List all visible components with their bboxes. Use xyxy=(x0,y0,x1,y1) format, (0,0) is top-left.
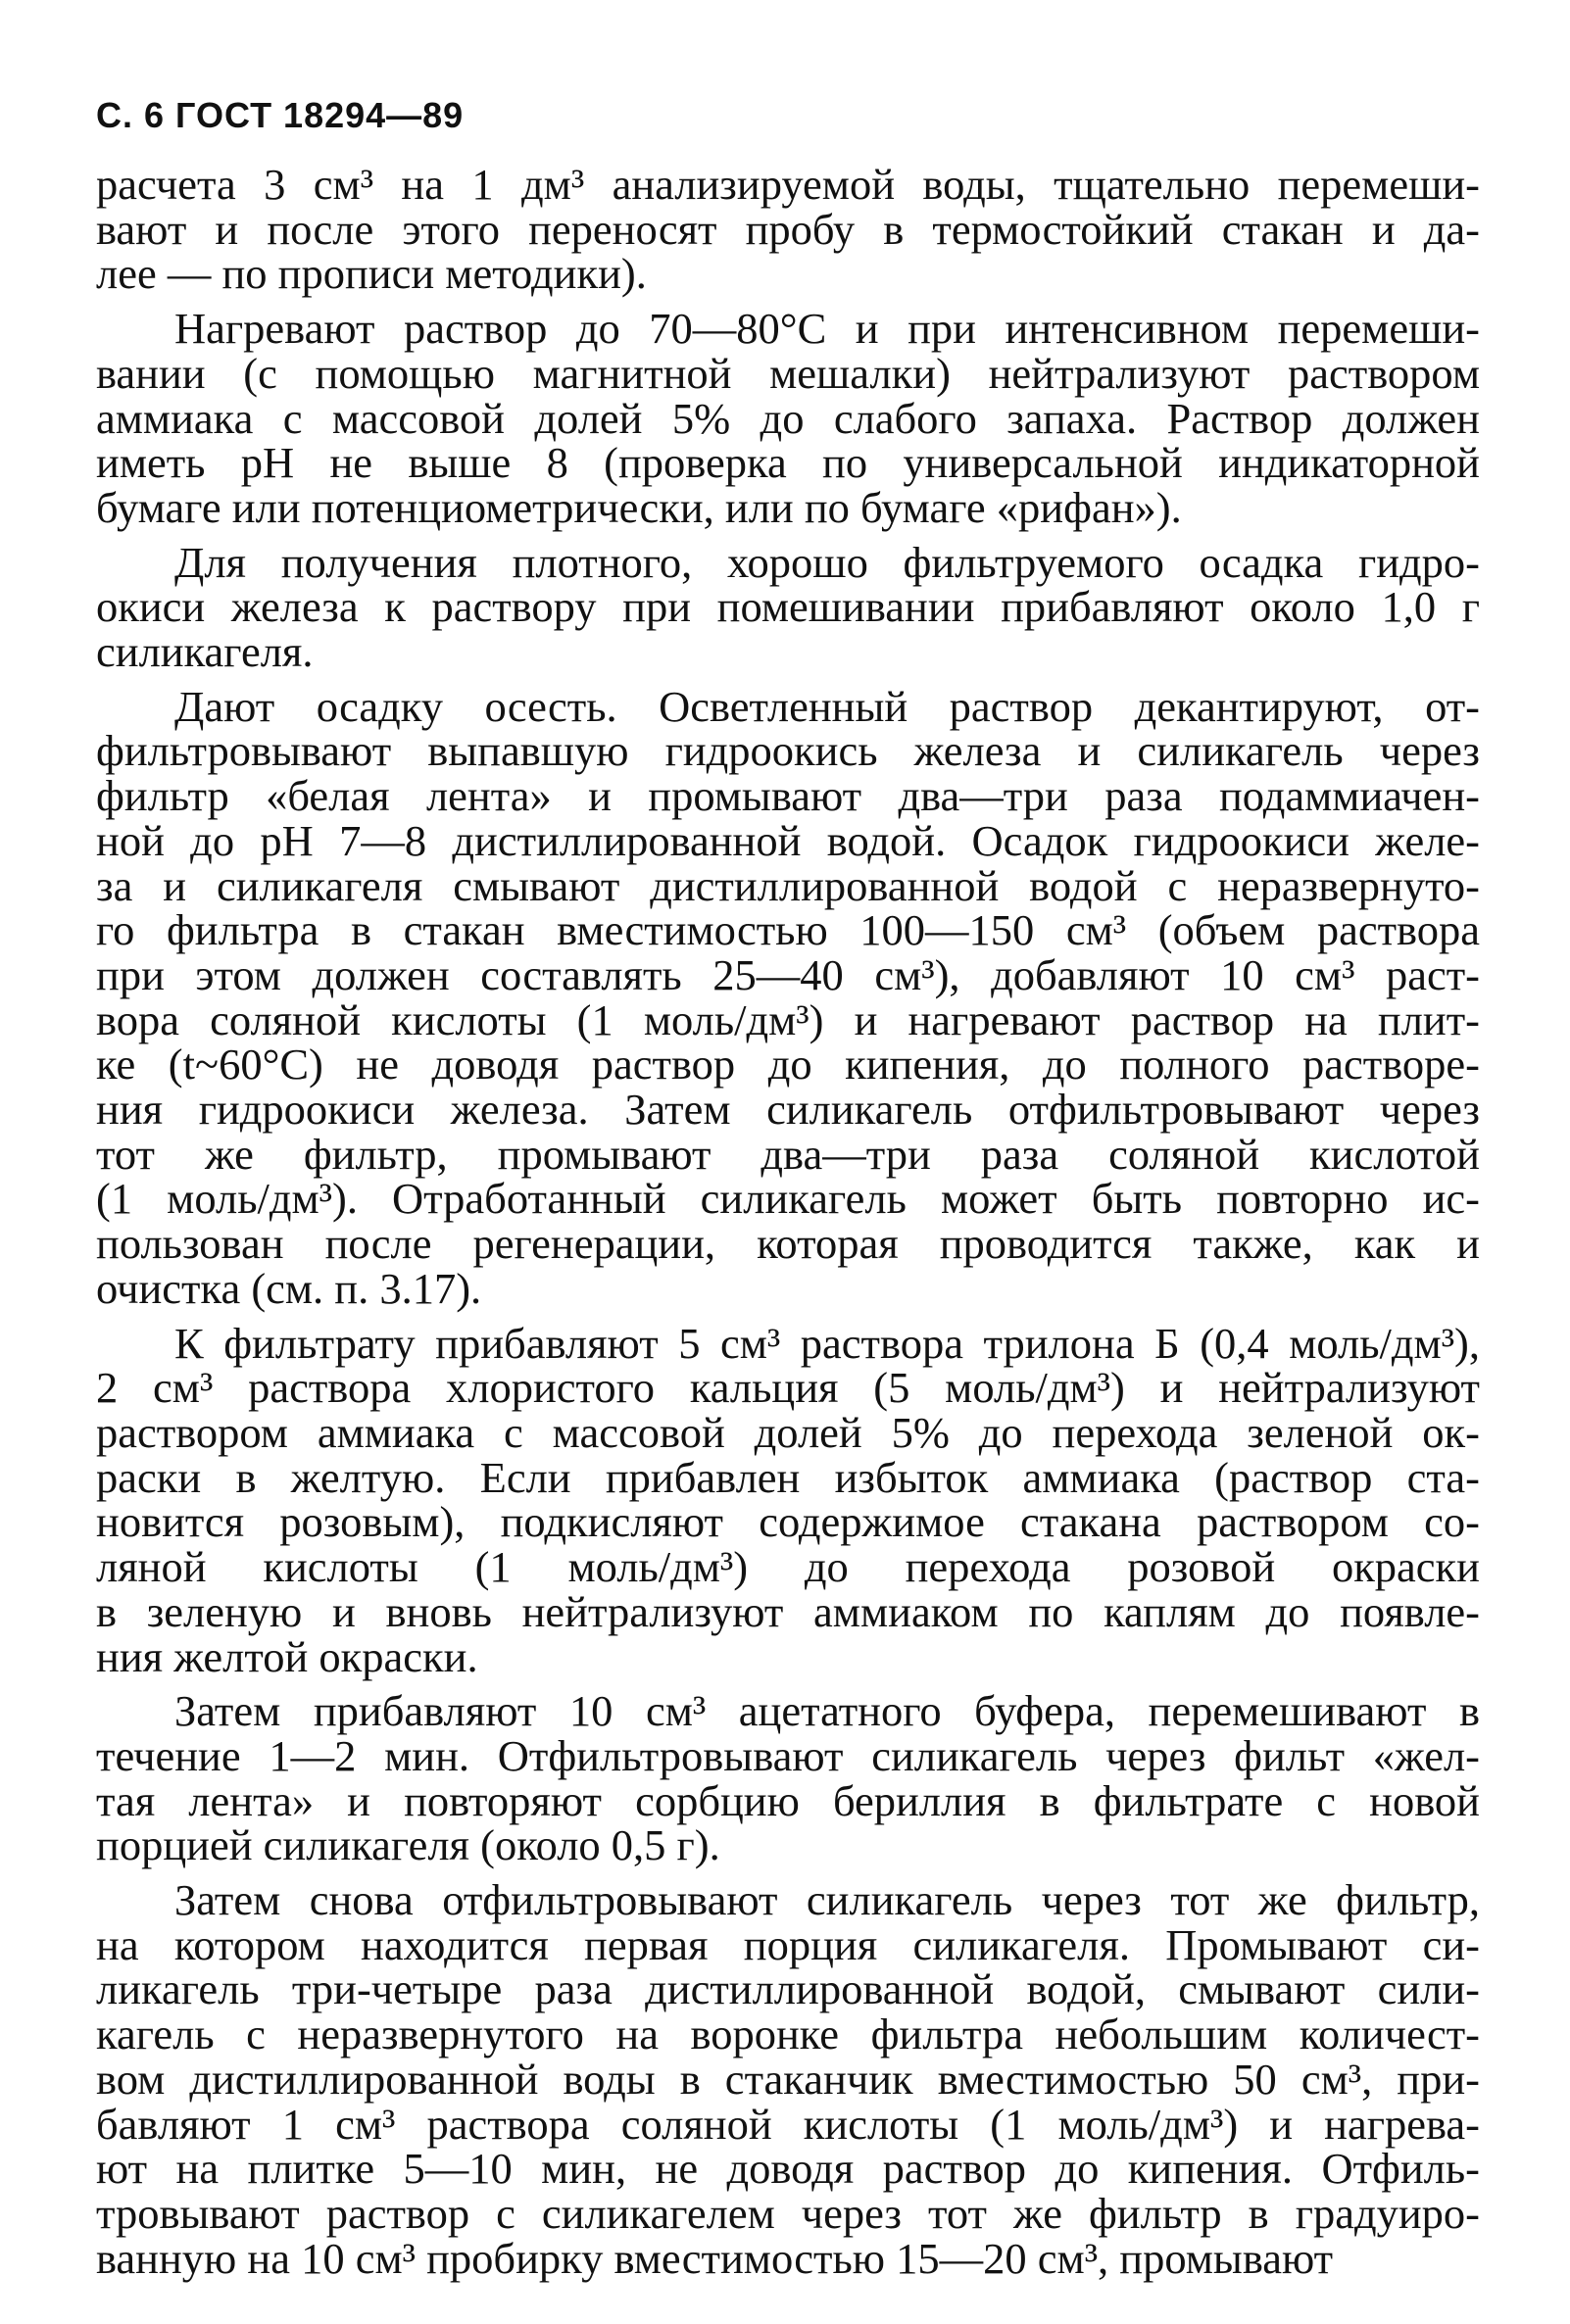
paragraph xyxy=(96,681,1480,1313)
text-line: иметь pH не выше 8 (проверка по универсальной индикаторной xyxy=(96,438,1480,488)
text-line: Затем снова отфильтровывают силикагель через тот же фильтр, xyxy=(174,1875,1480,1925)
text-line: течение 1—2 мин. Отфильтровывают силикагель через фильт «жел- xyxy=(96,1730,1480,1780)
text-line: бумаге или потенциометрически, или по бумаге «рифан»). xyxy=(96,482,1182,532)
text-line: ют на плитке 5—10 мин, не доводя раствор до кипения. Отфиль- xyxy=(96,2144,1480,2194)
paragraph xyxy=(96,304,1480,532)
text-line: вора соляной кислоты (1 моль/дм³) и нагревают раствор на плит- xyxy=(96,994,1480,1044)
text-line: ке (t~60°С) не доводя раствор до кипения, до полного растворе- xyxy=(96,1040,1480,1089)
text-line: в зеленую и вновь нейтрализуют аммиаком по каплям до появле- xyxy=(96,1586,1480,1636)
text-line: ванную на 10 см³ пробирку вместимостью 15—20 см³, промывают xyxy=(96,2233,1334,2283)
text-line: порцией силикагеля (около 0,5 г). xyxy=(96,1820,720,1870)
text-line: Дают осадку осесть. Осветленный раствор декантируют, от- xyxy=(174,681,1480,731)
text-line: Затем прибавляют 10 см³ ацетатного буфера, перемешивают в xyxy=(174,1686,1480,1736)
text-line: на котором находится первая порция силикагеля. Промывают си- xyxy=(96,1919,1480,1969)
body-text xyxy=(96,160,1480,2283)
text-line: расчета 3 см³ на 1 дм³ анализируемой воды, тщательно перемеши- xyxy=(96,160,1480,209)
text-line: лее — по прописи методики). xyxy=(96,249,647,299)
text-line: тот же фильтр, промывают два—три раза соляной кислотой xyxy=(96,1129,1480,1179)
text-line: вом дистиллированной воды в стаканчик вместимостью 50 см³, при- xyxy=(96,2054,1480,2104)
text-line: К фильтрату прибавляют 5 см³ раствора трилона Б (0,4 моль/дм³), xyxy=(174,1318,1480,1368)
text-line: Нагревают раствор до 70—80°С и при интенсивном перемеши- xyxy=(174,304,1480,354)
text-line: фильтровывают выпавшую гидроокись железа и силикагель через xyxy=(96,726,1480,776)
text-line: вании (с помощью магнитной мешалки) нейтрализуют раствором xyxy=(96,348,1480,398)
text-line: (1 моль/дм³). Отработанный силикагель может быть повторно ис- xyxy=(96,1174,1480,1224)
text-line: при этом должен составлять 25—40 см³), добавляют 10 см³ раст- xyxy=(96,949,1480,999)
text-line: тровывают раствор с силикагелем через тот же фильтр в градуиро- xyxy=(96,2188,1480,2238)
text-line: силикагеля. xyxy=(96,627,314,677)
paragraph xyxy=(96,1875,1480,2283)
text-line: раствором аммиака с массовой долей 5% до перехода зеленой ок- xyxy=(96,1407,1480,1457)
text-line: тая лента» и повторяют сорбцию бериллия в фильтрате с новой xyxy=(96,1775,1480,1825)
text-line: новится розовым), подкисляют содержимое стакана раствором со- xyxy=(96,1497,1480,1547)
text-line: го фильтра в стакан вместимостью 100—150 см³ (объем раствора xyxy=(96,905,1480,955)
text-line: ляной кислоты (1 моль/дм³) до перехода розовой окраски xyxy=(96,1542,1480,1592)
text-line: ной до pH 7—8 дистиллированной водой. Осадок гидроокиси желе- xyxy=(96,815,1480,865)
text-line: ликагель три-четыре раза дистиллированной водой, смывают сили- xyxy=(96,1964,1480,2014)
paragraph xyxy=(96,1686,1480,1870)
running-head: С. 6 ГОСТ 18294—89 xyxy=(96,95,465,135)
text-line: 2 см³ раствора хлористого кальция (5 моль/дм³) и нейтрализуют xyxy=(96,1363,1480,1413)
paragraph xyxy=(96,537,1480,677)
text-line: кагель с неразвернутого на воронке фильтра небольшим количест- xyxy=(96,2009,1480,2059)
text-line: фильтр «белая лента» и промывают два—три раза подаммиачен- xyxy=(96,771,1480,821)
text-line: ния гидроокиси железа. Затем силикагель отфильтровывают через xyxy=(96,1085,1480,1135)
text-line: за и силикагеля смывают дистиллированной водой с неразвернуто- xyxy=(96,860,1480,910)
paragraph xyxy=(96,1318,1480,1681)
text-line: Для получения плотного, хорошо фильтруемого осадка гидро- xyxy=(174,537,1480,587)
text-line: пользован после регенерации, которая проводится также, как и xyxy=(96,1219,1480,1269)
text-line: раски в желтую. Если прибавлен избыток аммиака (раствор ста- xyxy=(96,1452,1480,1502)
text-line: бавляют 1 см³ раствора соляной кислоты (1 моль/дм³) и нагрева- xyxy=(96,2099,1480,2149)
text-line: окиси железа к раствору при помешивании прибавляют около 1,0 г xyxy=(96,582,1480,632)
text-line: вают и после этого переносят пробу в термостойкий стакан и да- xyxy=(96,204,1480,254)
text-line: очистка (см. п. 3.17). xyxy=(96,1263,482,1313)
text-line: ния желтой окраски. xyxy=(96,1631,478,1681)
text-line: аммиака с массовой долей 5% до слабого запаха. Раствор должен xyxy=(96,393,1480,443)
document-page xyxy=(96,94,1480,2291)
paragraph xyxy=(96,160,1480,299)
